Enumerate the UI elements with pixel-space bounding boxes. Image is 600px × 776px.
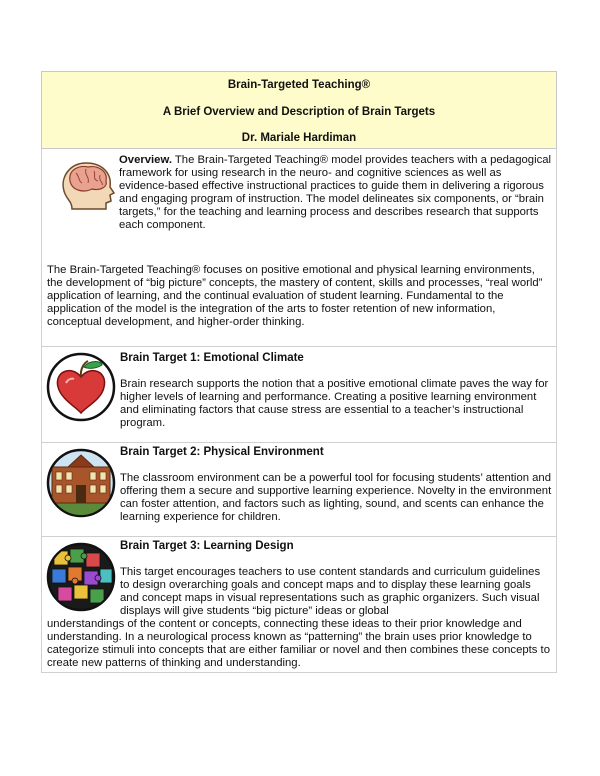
- overview-body: The Brain-Targeted Teaching® model provides teachers with a pedagogical framework for using research in the neuro- and cognitive sciences as well as evidence-based effective instructional practices to guide them in delivering a rigorous and engaging program of instruction. The model delineates six components, or “brain targets,” for the teaching and learning process and describes research that supports each component.: [119, 154, 552, 232]
- target-3-text: This target encourages teachers to use content standards and curriculum guidelines to design overarching goals and concept maps and to display these learning goals and concept maps in visual representations such as graphic organizers. Such visual displays will give students “big picture” ideas or global: [120, 566, 541, 618]
- target-2-section: [41, 443, 557, 537]
- target-2-text: The classroom environment can be a powerful tool for focusing students’ attention and offering them a secure and supportive learning experience. Novelty in the environment can foster attention, and factors such as lighting, sound, and scents can enhance the learning experience for children.: [120, 472, 552, 524]
- apple-heart-icon: [46, 351, 116, 423]
- doc-author: Dr. Mariale Hardiman: [241, 132, 357, 144]
- head-brain-icon: [54, 157, 118, 213]
- school-building-icon: [46, 447, 116, 519]
- target-1-title: Brain Target 1: Emotional Climate: [120, 352, 304, 364]
- doc-subtitle: A Brief Overview and Description of Brain Targets: [162, 106, 436, 118]
- target-1-section: [41, 347, 557, 443]
- overview-label: Overview.: [119, 154, 172, 166]
- target-1-text: Brain research supports the notion that a positive emotional climate paves the way for higher levels of learning and performance. Creating a positive learning environment and eliminating factors that cause stress are essential to a teacher’s instructional program.: [120, 378, 549, 430]
- target-3-section: [41, 537, 557, 673]
- target-3-text-continued: understandings of the content or concepts, connecting these ideas to their prior knowledge and understanding. In a neurological process known as “patterning” the brain uses prior knowledge to categorize stimuli into concepts that are either familiar or novel and then combines these concepts to create new patterns of thinking and understanding.: [47, 618, 550, 670]
- target-2-title: Brain Target 2: Physical Environment: [120, 446, 324, 458]
- overview-paragraph: The Brain-Targeted Teaching® focuses on positive emotional and physical learning environments, the development of “big picture” concepts, the mastery of content, skills and processes, “real world” application of learning, and the continual evaluation of student learning. Fundamental to the application of the model is the integration of the arts to foster retention of new information, conceptual development, and higher-order thinking.: [47, 264, 543, 329]
- header-box: [41, 71, 557, 149]
- overview-section: [41, 149, 557, 347]
- overview-text: [119, 154, 551, 233]
- doc-title: Brain-Targeted Teaching®: [227, 79, 371, 91]
- puzzle-pieces-icon: [46, 541, 116, 613]
- target-3-title: Brain Target 3: Learning Design: [120, 540, 294, 552]
- document: [41, 71, 557, 673]
